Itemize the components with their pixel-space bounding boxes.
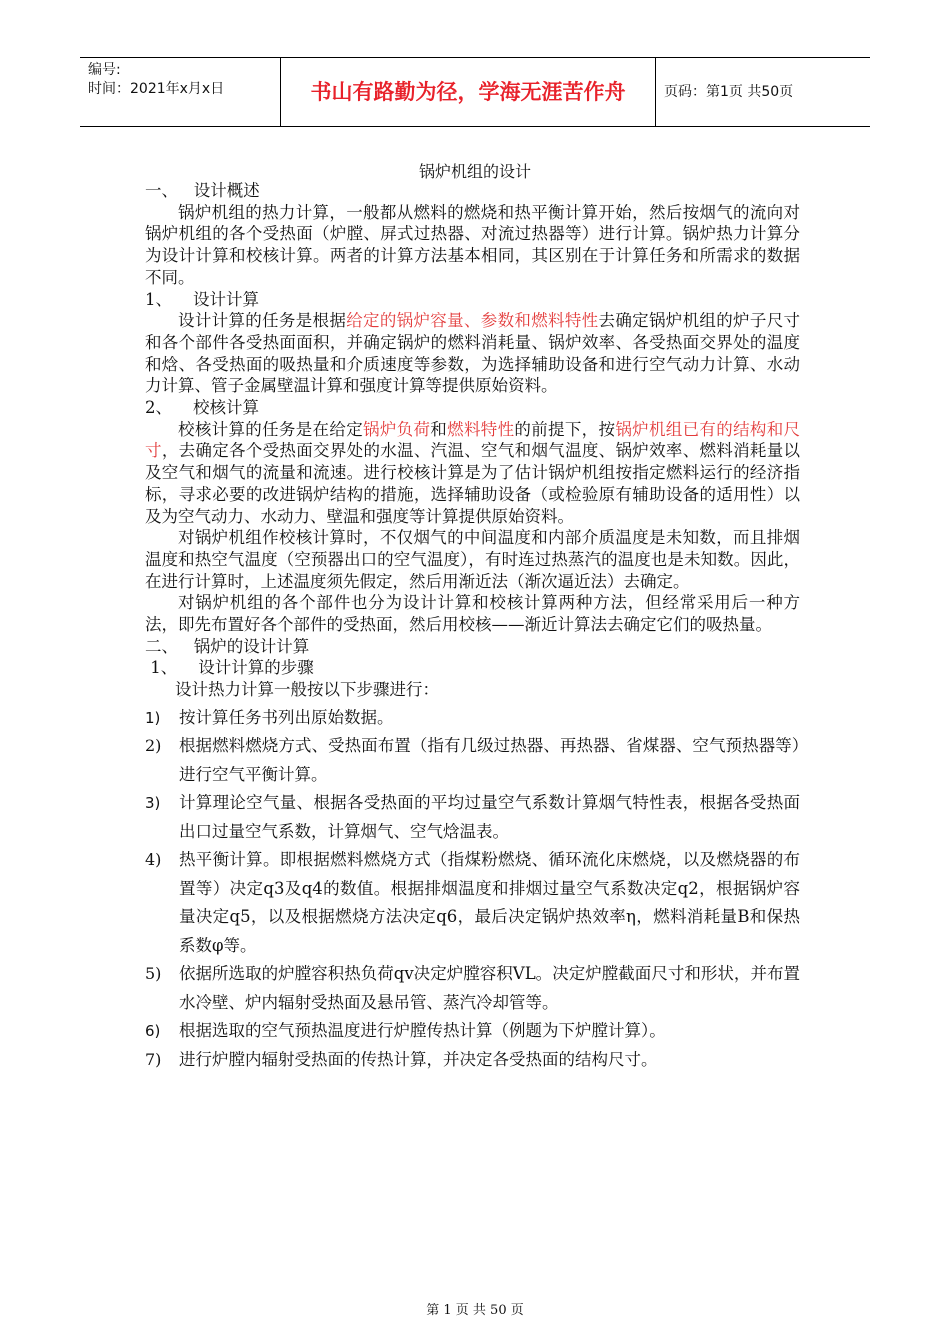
highlight-text: 锅炉负荷: [363, 419, 431, 439]
highlight-text: 锅炉机组已有的结构和尺寸: [145, 419, 801, 461]
section-heading-overview: 一、 设计概述: [145, 181, 260, 200]
highlight-text: 燃料特性: [447, 419, 515, 439]
subsection-heading-steps: 1、 设计计算的步骤: [145, 658, 314, 678]
list-item: [145, 704, 800, 733]
document-number-label: 编号:: [88, 62, 121, 78]
text-run: ，去确定各个受热面交界处的水温、汽温、空气和烟气温度、锅炉效率、燃料消耗量以及空气和烟气的流量和流速。进行校核计算是为了估计锅炉机组按指定燃料运行的经济指标，寻求必要的改进锅炉结构的措施，选择辅助设备（或检验原有辅助设备的适用性）以及为空气动力、水动力、壁温和强度等计算提供原始资料。: [145, 441, 801, 526]
header-meta: [88, 61, 276, 99]
subsection-heading-check-calc: 2、 校核计算: [145, 398, 259, 418]
document-title: 锅炉机组的设计: [418, 162, 531, 181]
header-divider-right: [655, 58, 656, 126]
list-item: [145, 789, 800, 846]
document-time-label: 时间：2021年x月x日: [88, 81, 225, 97]
check-calc-unknowns-paragraph: 对锅炉机组作校核计算时，不仅烟气的中间温度和内部介质温度是未知数，而且排烟温度和热空气温度（空预器出口的空气温度），有时连过热蒸汽的温度也是未知数。因此，在进行计算时，上述温度须先假定，然后用渐近法（渐次逼近法）去确定。: [145, 528, 800, 591]
design-calc-paragraph: [145, 310, 800, 397]
list-item-number: 2): [145, 736, 162, 756]
list-item-text: 根据选取的空气预热温度进行炉膛传热计算（例题为下炉膛计算）。: [179, 1021, 666, 1041]
page-header: [80, 57, 870, 127]
list-item-text: 计算理论空气量、根据各受热面的平均过量空气系数计算烟气特性表，根据各受热面出口过量空气系数，计算烟气、空气焓温表。: [179, 793, 800, 841]
steps-list: [145, 704, 800, 1075]
list-item-number: 3): [145, 794, 161, 813]
list-item-number: 5): [145, 964, 162, 984]
text-run: 的前提下，按: [514, 419, 616, 439]
text-run: 去确定锅炉机组的炉子尺寸和各个部件各受热面面积，并确定锅炉的燃料消耗量、锅炉效率、各受热面交界处的温度和焓、各受热面的吸热量和介质速度等参数，为选择辅助设备和进行空气动力计算、水动力计算、管子金属壁温计算和强度计算等提供原始资料。: [145, 311, 801, 396]
section-heading-boiler-design: 二、 锅炉的设计计算: [145, 636, 310, 656]
list-item-number: 4): [145, 850, 162, 870]
check-calc-paragraph: [145, 419, 800, 528]
list-item-number: 6): [145, 1022, 161, 1041]
list-item-text: 进行炉膛内辐射受热面的传热计算，并决定各受热面的结构尺寸。: [179, 1049, 658, 1069]
list-item: [145, 960, 800, 1017]
text-run: 和: [430, 419, 448, 439]
list-item-text: 根据燃料燃烧方式、受热面布置（指有几级过热器、再热器、省煤器、空气预热器等）进行空气平衡计算。: [179, 736, 800, 784]
steps-intro: 设计热力计算一般按以下步骤进行：: [175, 680, 439, 700]
list-item-text: 依据所选取的炉膛容积热负荷qv决定炉膛容积VL。决定炉膛截面尺寸和形状，并布置水冷壁、炉内辐射受热面及悬吊管、蒸汽冷却管等。: [179, 964, 800, 1012]
list-item-number: 1): [145, 708, 161, 727]
document-body: [145, 180, 800, 1074]
list-item-text: 按计算任务书列出原始数据。: [179, 707, 394, 727]
header-motto: 书山有路勤为径，学海无涯苦作舟: [310, 80, 626, 104]
text-run: 校核计算的任务是在给定: [178, 419, 364, 439]
component-calc-paragraph: 对锅炉机组的各个部件也分为设计计算和校核计算两种方法，但经常采用后一种方法，即先布置好各个部件的受热面，然后用校核——渐近计算法去确定它们的吸热量。: [145, 593, 800, 635]
list-item-number: 7): [145, 1049, 162, 1069]
list-item: [145, 1017, 800, 1046]
list-item: [145, 732, 800, 789]
list-item: [145, 846, 800, 960]
list-item-text: 热平衡计算。即根据燃料燃烧方式（指煤粉燃烧、循环流化床燃烧，以及燃烧器的布置等）决定q3及q4的数值。根据排烟温度和排烟过量空气系数决定q2，根据锅炉容量决定q5，以及根据燃烧方法决定q6，最后决定锅炉热效率η，燃料消耗量B和保热系数φ等。: [179, 850, 800, 955]
highlight-text: 给定的锅炉容量、参数和燃料特性: [346, 311, 599, 331]
subsection-heading-design-calc: 1、 设计计算: [145, 289, 259, 309]
text-run: 设计计算的任务是根据: [178, 311, 347, 331]
list-item: [145, 1046, 800, 1075]
page-footer: 第 1 页 共 50 页: [426, 1303, 524, 1318]
header-page-info: 页码：第1页 共50页: [664, 84, 794, 100]
overview-paragraph: 锅炉机组的热力计算，一般都从燃料的燃烧和热平衡计算开始，然后按烟气的流向对锅炉机组的各个受热面（炉膛、屏式过热器、对流过热器等）进行计算。锅炉热力计算分为设计计算和校核计算。两者的计算方法基本相同，其区别在于计算任务和所需求的数据不同。: [145, 202, 800, 287]
